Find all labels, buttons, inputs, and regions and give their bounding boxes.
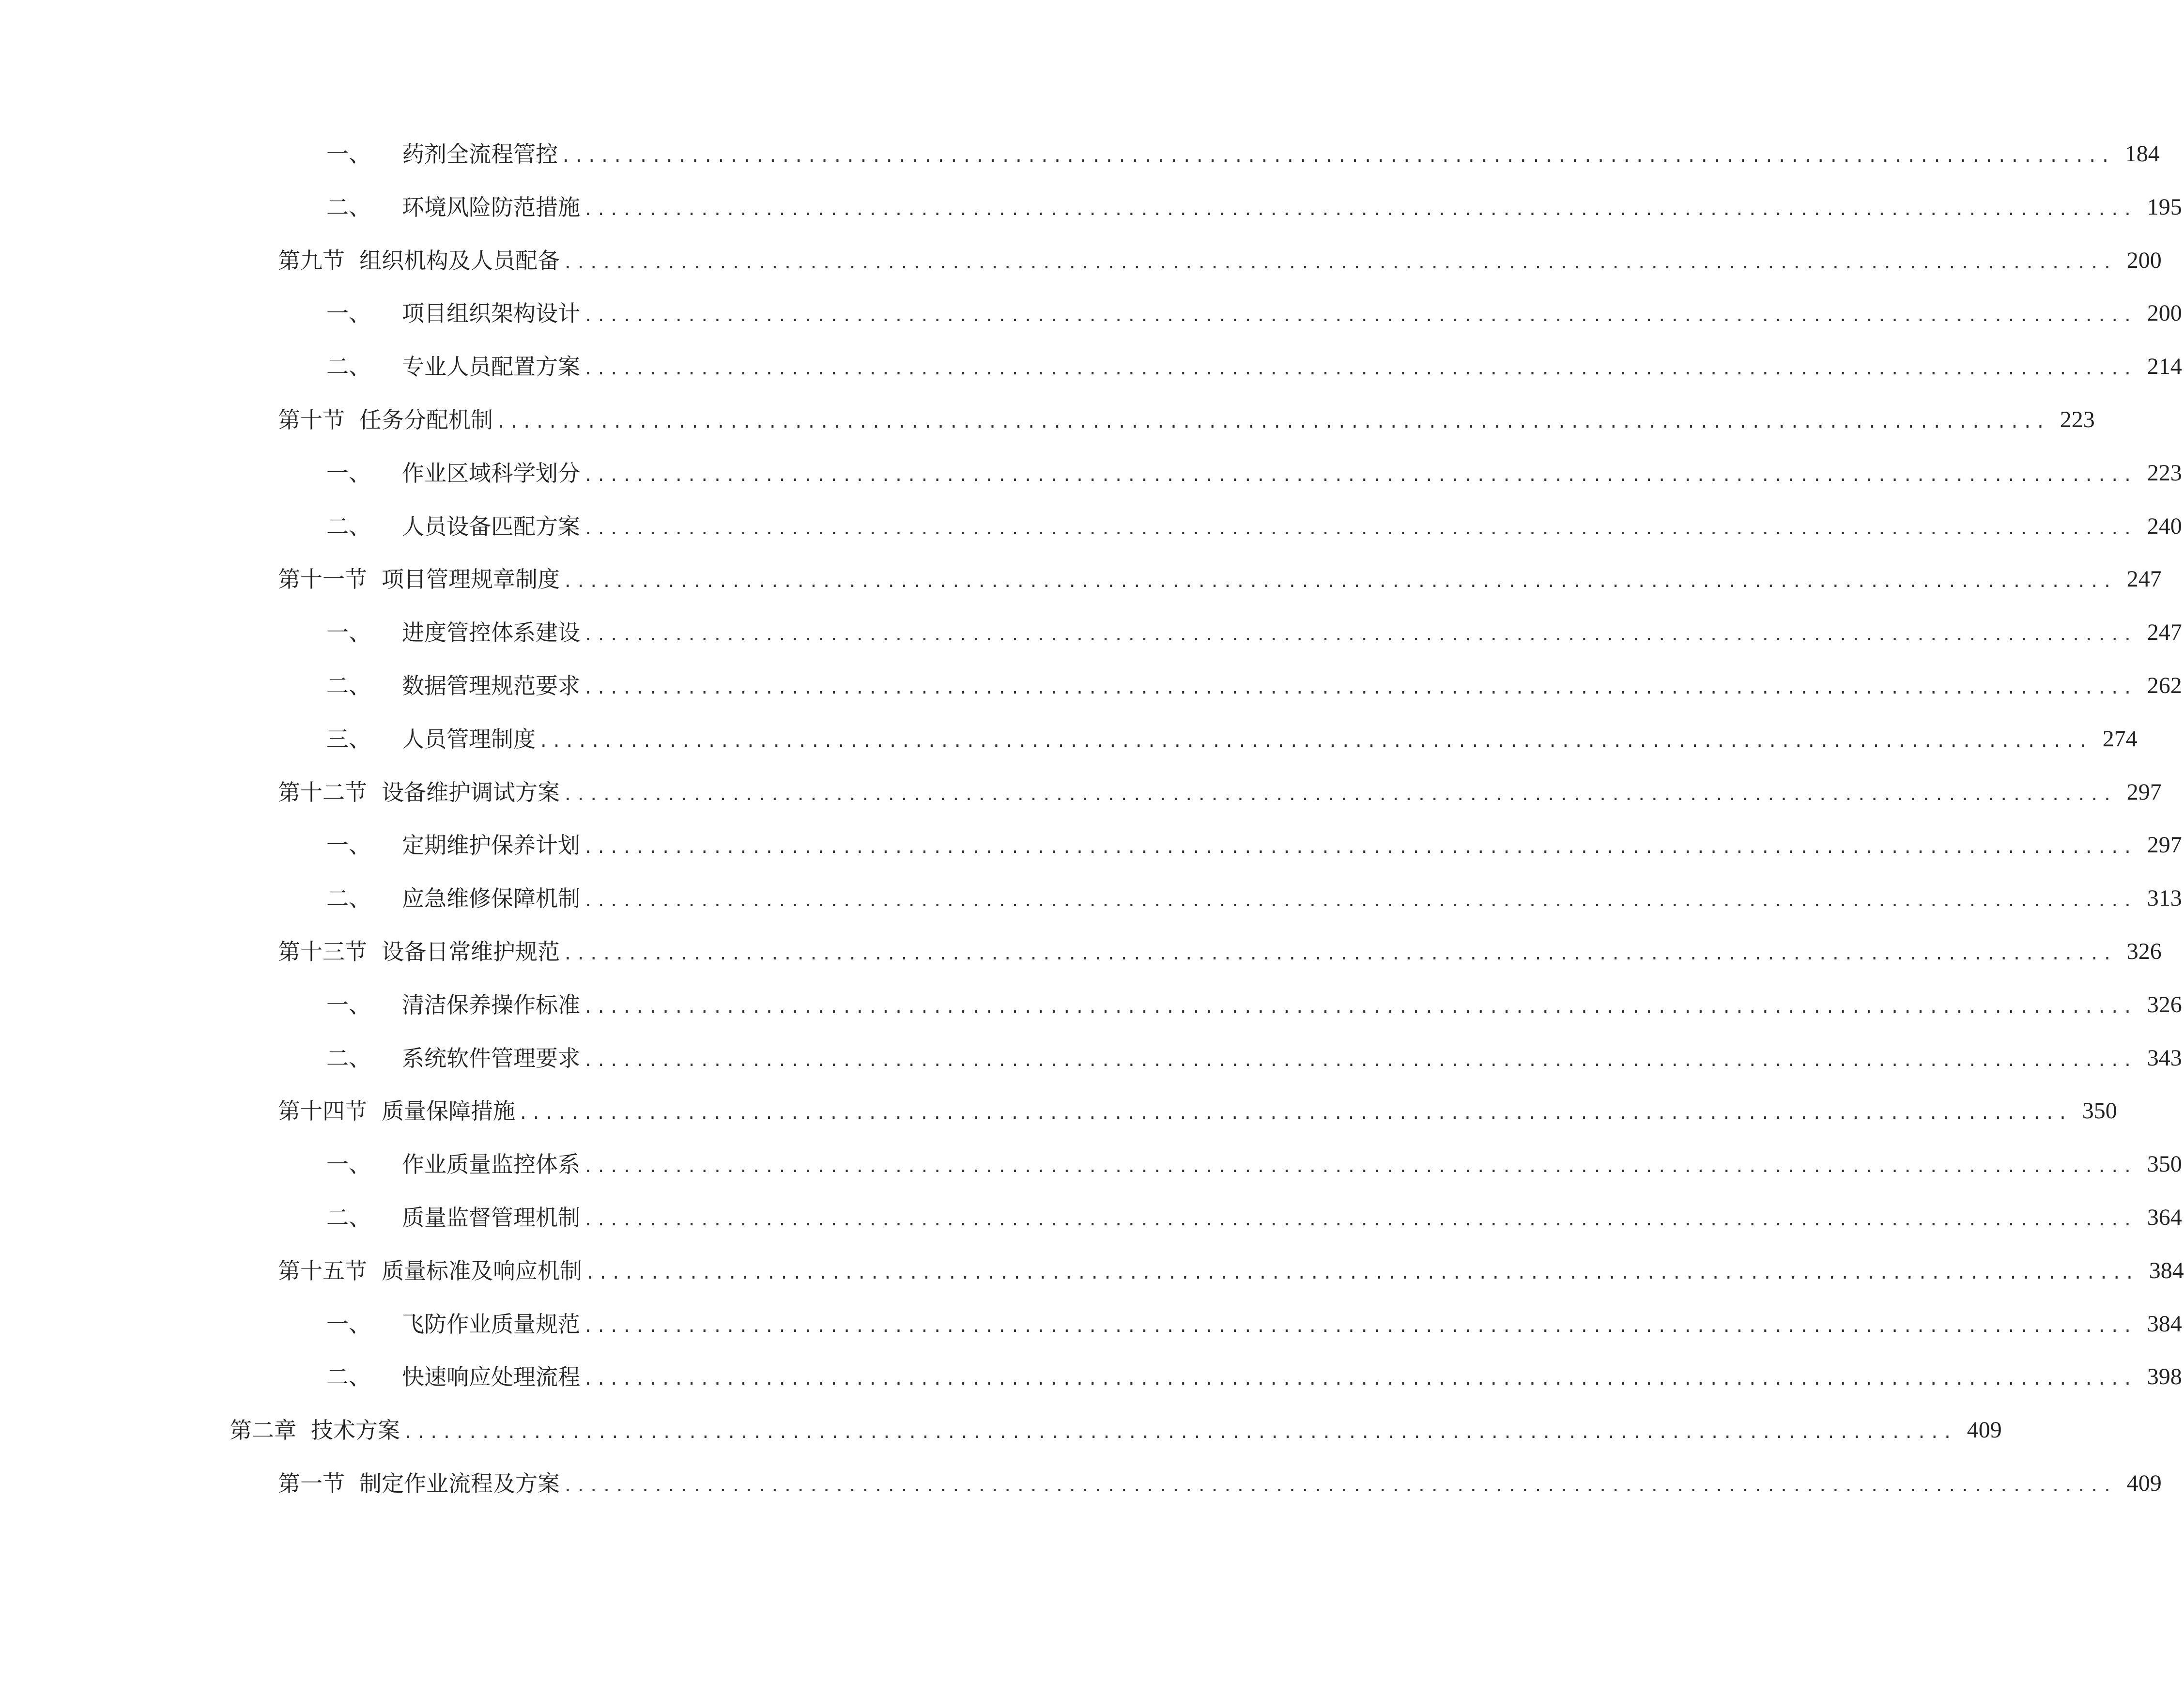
- dot-leader: ........................................................................................................................: [585, 1208, 2138, 1230]
- toc-entry[interactable]: [326, 985, 2182, 1019]
- toc-entry-title: [278, 779, 560, 806]
- toc-entry-title: [326, 1045, 580, 1072]
- toc-entry-text: 专业人员配置方案: [402, 354, 580, 380]
- toc-entry-text: 人员管理制度: [402, 726, 536, 752]
- toc-entry-number: 第十一节: [278, 566, 367, 592]
- toc-entry-title: [326, 460, 580, 487]
- toc-entry-page: 409: [1967, 1417, 2002, 1443]
- toc-entry-text: 人员设备匹配方案: [402, 513, 580, 540]
- toc-entry[interactable]: [326, 134, 2160, 168]
- toc-entry[interactable]: [278, 400, 2095, 433]
- toc-entry-text: 应急维修保障机制: [402, 885, 580, 911]
- dot-leader: ........................................................................................................................: [565, 942, 2117, 964]
- dot-leader: ........................................................................................................................: [585, 357, 2138, 379]
- toc-entry-text: 组织机构及人员配备: [359, 247, 560, 274]
- toc-entry-title: [278, 406, 493, 433]
- toc-entry-title: [326, 885, 580, 912]
- toc-entry[interactable]: [278, 1091, 2117, 1125]
- dot-leader: ........................................................................................................................: [585, 517, 2138, 539]
- toc-entry-number: 第九节: [278, 247, 345, 274]
- toc-entry-number: 三、: [326, 726, 371, 752]
- toc-entry-number: 二、: [326, 513, 371, 540]
- toc-entry-number: 第十五节: [278, 1258, 367, 1284]
- toc-entry-title: [326, 140, 558, 168]
- toc-entry-number: 二、: [326, 354, 371, 380]
- toc-entry-title: [326, 300, 580, 327]
- toc-entry[interactable]: [326, 506, 2182, 540]
- toc-entry[interactable]: [278, 772, 2162, 806]
- toc-entry-title: [326, 1311, 580, 1338]
- toc-entry-title: [278, 938, 560, 965]
- toc-entry-title: [326, 726, 536, 753]
- dot-leader: ........................................................................................................................: [585, 995, 2138, 1018]
- toc-entry-number: 第十节: [278, 407, 345, 433]
- toc-entry[interactable]: [326, 1357, 2182, 1390]
- toc-entry[interactable]: [278, 559, 2162, 593]
- dot-leader: ........................................................................................................................: [585, 1049, 2138, 1071]
- toc-entry-number: 二、: [326, 673, 371, 699]
- dot-leader: ........................................................................................................................: [585, 623, 2138, 645]
- toc-entry-number: 一、: [326, 619, 371, 646]
- toc-entry-page: 223: [2147, 460, 2182, 486]
- toc-entry-title: [326, 832, 580, 859]
- toc-entry-text: 系统软件管理要求: [402, 1045, 580, 1071]
- toc-entry-text: 数据管理规范要求: [402, 673, 580, 699]
- toc-entry-title: [326, 1363, 580, 1390]
- toc-entry[interactable]: [326, 453, 2182, 487]
- toc-entry-text: 设备日常维护规范: [382, 939, 560, 965]
- toc-entry-title: [278, 247, 560, 274]
- toc-entry[interactable]: [326, 1304, 2182, 1338]
- toc-entry-page: 223: [2060, 407, 2095, 432]
- toc-entry-title: [278, 1257, 582, 1284]
- toc-entry-title: [326, 513, 580, 540]
- toc-entry-text: 作业区域科学划分: [402, 460, 580, 486]
- toc-entry-title: [326, 619, 580, 646]
- toc-entry-text: 快速响应处理流程: [402, 1364, 580, 1390]
- toc-entry-number: 第十四节: [278, 1098, 367, 1124]
- toc-entry-page: 384: [2147, 1311, 2182, 1337]
- toc-entry-page: 297: [2147, 832, 2182, 858]
- toc-entry[interactable]: [326, 665, 2182, 699]
- toc-entry-page: 184: [2124, 141, 2160, 167]
- toc-entry-page: 326: [2147, 992, 2182, 1018]
- toc-entry[interactable]: [230, 1410, 2002, 1444]
- toc-entry-title: [230, 1417, 400, 1444]
- dot-leader: ........................................................................................................................: [563, 144, 2115, 167]
- toc-entry-text: 设备维护调试方案: [382, 779, 560, 805]
- toc-entry[interactable]: [326, 346, 2182, 380]
- toc-entry-text: 制定作业流程及方案: [359, 1470, 560, 1497]
- dot-leader: ........................................................................................................................: [520, 1101, 2073, 1124]
- toc-entry-text: 定期维护保养计划: [402, 832, 580, 858]
- dot-leader: ........................................................................................................................: [565, 251, 2117, 273]
- toc-entry-page: 214: [2147, 354, 2182, 379]
- dot-leader: ........................................................................................................................: [405, 1421, 1957, 1443]
- toc-entry[interactable]: [326, 1144, 2182, 1178]
- toc-entry-title: [278, 566, 560, 593]
- dot-leader: ........................................................................................................................: [585, 304, 2138, 326]
- toc-entry-number: 一、: [326, 300, 371, 326]
- toc-entry-page: 326: [2126, 939, 2162, 964]
- toc-entry[interactable]: [278, 240, 2162, 274]
- toc-entry[interactable]: [326, 293, 2182, 327]
- toc-entry-text: 质量标准及响应机制: [382, 1258, 582, 1284]
- toc-entry-number: 一、: [326, 460, 371, 486]
- toc-entry[interactable]: [278, 931, 2162, 965]
- toc-entry-title: [326, 991, 580, 1019]
- toc-entry-text: 环境风险防范措施: [402, 194, 580, 220]
- toc-entry-title: [326, 1151, 580, 1178]
- dot-leader: ........................................................................................................................: [585, 676, 2138, 698]
- toc-entry-text: 项目组织架构设计: [402, 300, 580, 326]
- dot-leader: ........................................................................................................................: [587, 1261, 2139, 1283]
- toc-entry-title: [278, 1470, 560, 1497]
- toc-entry-number: 第十三节: [278, 939, 367, 965]
- dot-leader: ........................................................................................................................: [565, 1474, 2117, 1496]
- toc-entry[interactable]: [326, 825, 2182, 859]
- dot-leader: ........................................................................................................................: [585, 463, 2138, 486]
- toc-entry-text: 进度管控体系建设: [402, 619, 580, 646]
- toc-entry[interactable]: [326, 878, 2182, 912]
- toc-entry-title: [326, 194, 580, 221]
- toc-entry-page: 364: [2147, 1205, 2182, 1230]
- toc-entry-number: 第二章: [230, 1417, 296, 1443]
- dot-leader: ........................................................................................................................: [585, 198, 2138, 220]
- dot-leader: ........................................................................................................................: [585, 1314, 2138, 1337]
- toc-entry-page: 274: [2102, 726, 2138, 752]
- toc-entry[interactable]: [278, 1463, 2162, 1497]
- toc-entry-number: 第一节: [278, 1470, 345, 1497]
- toc-entry-text: 项目管理规章制度: [382, 566, 560, 592]
- toc-entry-number: 一、: [326, 1151, 371, 1177]
- toc-entry-page: 195: [2147, 194, 2182, 220]
- toc-entry-page: 200: [2147, 300, 2182, 326]
- toc-entry-page: 384: [2149, 1258, 2184, 1283]
- toc-entry-title: [326, 672, 580, 699]
- toc-entry-number: 第十二节: [278, 779, 367, 805]
- toc-entry-text: 技术方案: [311, 1417, 400, 1443]
- toc-entry-page: 297: [2126, 779, 2162, 805]
- toc-entry-page: 409: [2126, 1470, 2162, 1496]
- dot-leader: ........................................................................................................................: [540, 729, 2093, 752]
- toc-entry[interactable]: [326, 1038, 2182, 1072]
- toc-entry-title: [326, 353, 580, 380]
- toc-entry-page: 350: [2147, 1151, 2182, 1177]
- dot-leader: ........................................................................................................................: [585, 889, 2138, 911]
- toc-entry-title: [326, 1204, 580, 1231]
- toc-entry-page: 262: [2147, 673, 2182, 698]
- toc-entry-page: 398: [2147, 1364, 2182, 1390]
- toc-entry-number: 二、: [326, 1045, 371, 1071]
- toc-entry-number: 二、: [326, 1205, 371, 1231]
- toc-entry-number: 一、: [326, 992, 371, 1018]
- toc-entry[interactable]: [326, 1197, 2182, 1231]
- toc-entry-page: 200: [2126, 247, 2162, 273]
- toc-entry-text: 质量监督管理机制: [402, 1205, 580, 1231]
- toc-entry[interactable]: [326, 719, 2138, 753]
- dot-leader: ........................................................................................................................: [565, 570, 2117, 592]
- toc-entry-page: 247: [2126, 566, 2162, 592]
- toc-entry-text: 质量保障措施: [382, 1098, 515, 1124]
- toc-entry-text: 清洁保养操作标准: [402, 992, 580, 1018]
- toc-entry-page: 240: [2147, 513, 2182, 539]
- toc-entry[interactable]: [326, 187, 2182, 221]
- dot-leader: ........................................................................................................................: [585, 1155, 2138, 1177]
- toc-entry-text: 作业质量监控体系: [402, 1151, 580, 1177]
- toc-entry-number: 一、: [326, 832, 371, 858]
- dot-leader: ........................................................................................................................: [565, 783, 2117, 805]
- toc-entry-number: 一、: [326, 141, 371, 167]
- toc-entry-title: [278, 1097, 515, 1125]
- toc-entry[interactable]: [326, 612, 2182, 646]
- toc-entry-page: 313: [2147, 885, 2182, 911]
- toc-entry-number: 二、: [326, 1364, 371, 1390]
- toc-entry[interactable]: [278, 1251, 2184, 1284]
- toc-entry-text: 任务分配机制: [359, 407, 493, 433]
- dot-leader: ........................................................................................................................: [585, 835, 2138, 858]
- toc-entry-text: 药剂全流程管控: [402, 141, 558, 167]
- toc-entry-number: 二、: [326, 885, 371, 911]
- toc-entry-text: 飞防作业质量规范: [402, 1311, 580, 1337]
- toc-entry-page: 343: [2147, 1045, 2182, 1071]
- toc-entry-page: 247: [2147, 619, 2182, 645]
- toc-entry-number: 二、: [326, 194, 371, 220]
- toc-entry-number: 一、: [326, 1311, 371, 1337]
- dot-leader: ........................................................................................................................: [585, 1367, 2138, 1390]
- toc-entry-page: 350: [2082, 1098, 2117, 1124]
- dot-leader: ........................................................................................................................: [498, 410, 2050, 432]
